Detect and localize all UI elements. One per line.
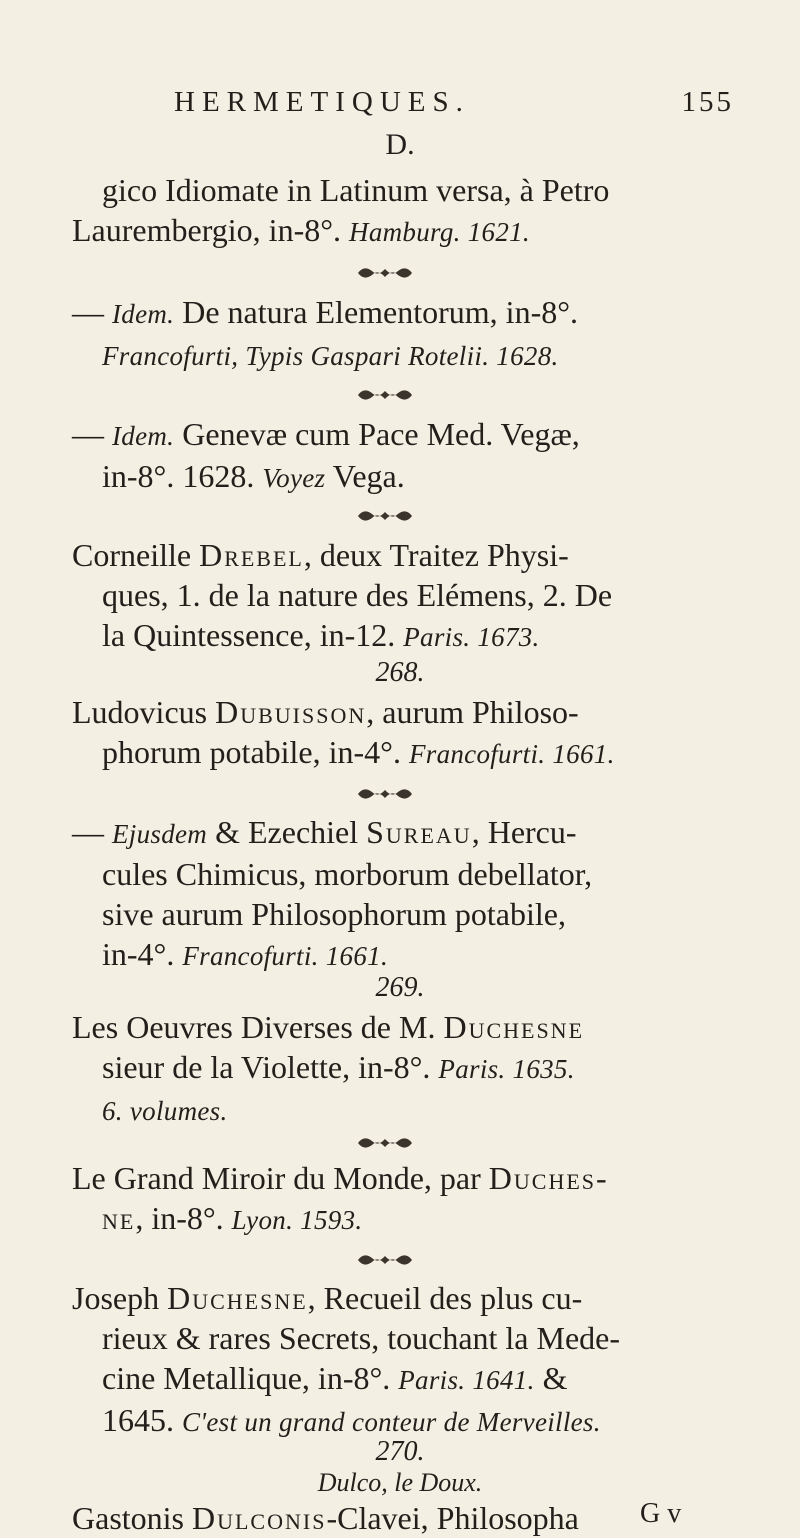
bibliography-entry: Ludovicus Dubuisson, aurum Philoso- phorum potabile, in-4°. Francofurti. 1661. <box>72 694 615 770</box>
bibliography-entry: — Idem. Genevæ cum Pace Med. Vegæ, in-8°. 1628. Voyez Vega. <box>72 416 580 494</box>
ornament-icon <box>354 1133 416 1153</box>
page-number: 155 <box>681 86 734 118</box>
bibliography-entry: Le Grand Miroir du Monde, par Duches- ne, in-8°. Lyon. 1593. <box>72 1160 609 1236</box>
ornament-icon <box>354 1250 416 1270</box>
subheading: Dulco, le Doux. <box>317 1468 483 1497</box>
running-header <box>174 86 734 119</box>
ornament-icon <box>354 784 416 804</box>
entry-number: 269. <box>375 972 425 1003</box>
bibliography-entry: — Idem. De natura Elementorum, in-8°. Francofurti, Typis Gaspari Rotelii. 1628. <box>72 294 579 371</box>
entry-number: 268. <box>375 657 425 688</box>
ornament-icon <box>354 506 416 526</box>
ornament-icon <box>354 385 416 405</box>
bibliography-entry: gico Idiomate in Latinum versa, à Petro Laurembergio, in-8°. Hamburg. 1621. <box>72 172 610 248</box>
running-title: HERMETIQUES. <box>174 86 470 118</box>
bibliography-entry: Gastonis Dulconis-Clavei, Philosopha <box>72 1500 579 1536</box>
bibliography-entry: — Ejusdem & Ezechiel Sureau, Hercu- cules Chimicus, morborum debellator, sive aurum Philosophorum potabile, in-4°. Francofurti. 1661. <box>72 814 593 972</box>
entry-number: 270. <box>375 1436 425 1467</box>
ornament-icon <box>354 263 416 283</box>
bibliography-entry: Corneille Drebel, deux Traitez Physi- ques, 1. de la nature des Elémens, 2. De la Quintessence, in-12. Paris. 1673. <box>72 537 613 653</box>
signature-mark: G v <box>640 1498 682 1529</box>
section-letter: D. <box>385 128 415 161</box>
bibliography-entry: Les Oeuvres Diverses de M. Duchesne sieur de la Violette, in-8°. Paris. 1635. 6. volumes. <box>72 1009 585 1126</box>
bibliography-entry: Joseph Duchesne, Recueil des plus cu- rieux & rares Secrets, touchant la Mede- cine Metallique, in-8°. Paris. 1641. & 1645. C'est un grand conteur de Merveilles. <box>72 1280 621 1438</box>
